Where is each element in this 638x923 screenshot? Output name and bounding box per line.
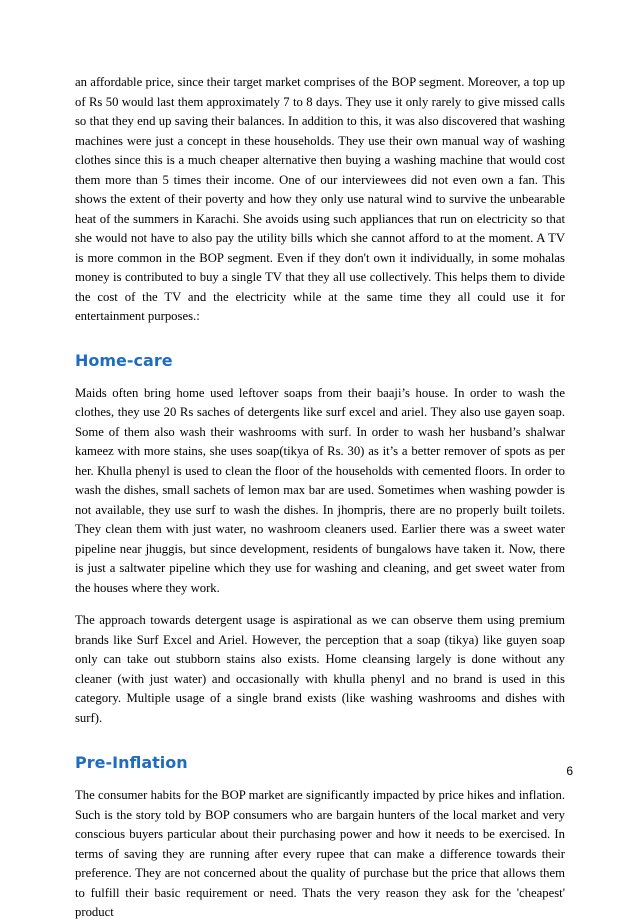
page-content <box>75 73 565 923</box>
section-heading-home-care: Home-care <box>75 350 173 370</box>
home-care-paragraph-2: The approach towards detergent usage is aspirational as we can observe them using premium brands like Surf Excel and Ariel. However, the perception that a soap (tikya) like guyen soap only can take out stubborn stains also exists. Home cleansing largely is done without any cleaner (with just water) and occasionally with khulla phenyl and no brand is used in this category. Multiple usage of a single brand exists (like washing washrooms and dishes with surf). <box>75 613 565 725</box>
section-heading-pre-inflation: Pre-Inflation <box>75 753 188 772</box>
pre-inflation-paragraph-1: The consumer habits for the BOP market are significantly impacted by price hikes and inflation. Such is the story told by BOP consumers who are bargain hunters of the local market and very conscious buyers particular about their purchasing power and how it needs to be exercised. In terms of saving they are running after every rupee that can make a difference towards their preference. They are not concerned about the quality of purchase but the price that allows them to fulfill their basic requirement or need. Thats the very reason they ask for the 'cheapest' product <box>75 788 565 919</box>
intro-paragraph: an affordable price, since their target market comprises of the BOP segment. Moreover, a top up of Rs 50 would last them approximately 7 to 8 days. They use it only rarely to give missed calls so that they end up saving their balances. In addition to this, it was also discovered that washing machines were just a concept in these households. They use their own manual way of washing clothes since this is a much cheaper alternative then buying a washing machine that would cost them more than 5 times their income. One of our interviewees did not even own a fan. This shows the extent of their poverty and how they only use natural wind to survive the unbearable heat of the summers in Karachi. She avoids using such appliances that run on electricity so that she would not have to also pay the utility bills which she cannot afford to at the moment. A TV is more common in the BOP segment. Even if they don't own it individually, in some mohalas money is contributed to buy a single TV that they all use collectively. This helps them to divide the cost of the TV and the electricity while at the same time they all could use it for entertainment purposes.: <box>75 75 565 323</box>
page-number: 6 <box>566 764 573 778</box>
home-care-paragraph-1: Maids often bring home used leftover soaps from their baaji’s house. In order to wash the clothes, they use 20 Rs saches of detergents like surf excel and ariel. They also use gayen soap. Some of them also wash their washrooms with surf. In order to wash her husband’s shalwar kameez with more stains, she uses soap(tikya of Rs. 30) as it’s a better remover of spots as per her. Khulla phenyl is used to clean the floor of the households with cemented floors. In order to wash the dishes, small sachets of lemon max bar are used. Sometimes when washing powder is not available, they use surf to wash the dishes. In jhompris, there are no properly built toilets. They clean them with just water, no washroom cleaners used. Earlier there was a sweet water pipeline near jhuggis, but since development, residents of bungalows have taken it. Now, there is just a saltwater pipeline which they use for washing and cleaning, and get sweet water from the houses where they work. <box>75 385 565 595</box>
